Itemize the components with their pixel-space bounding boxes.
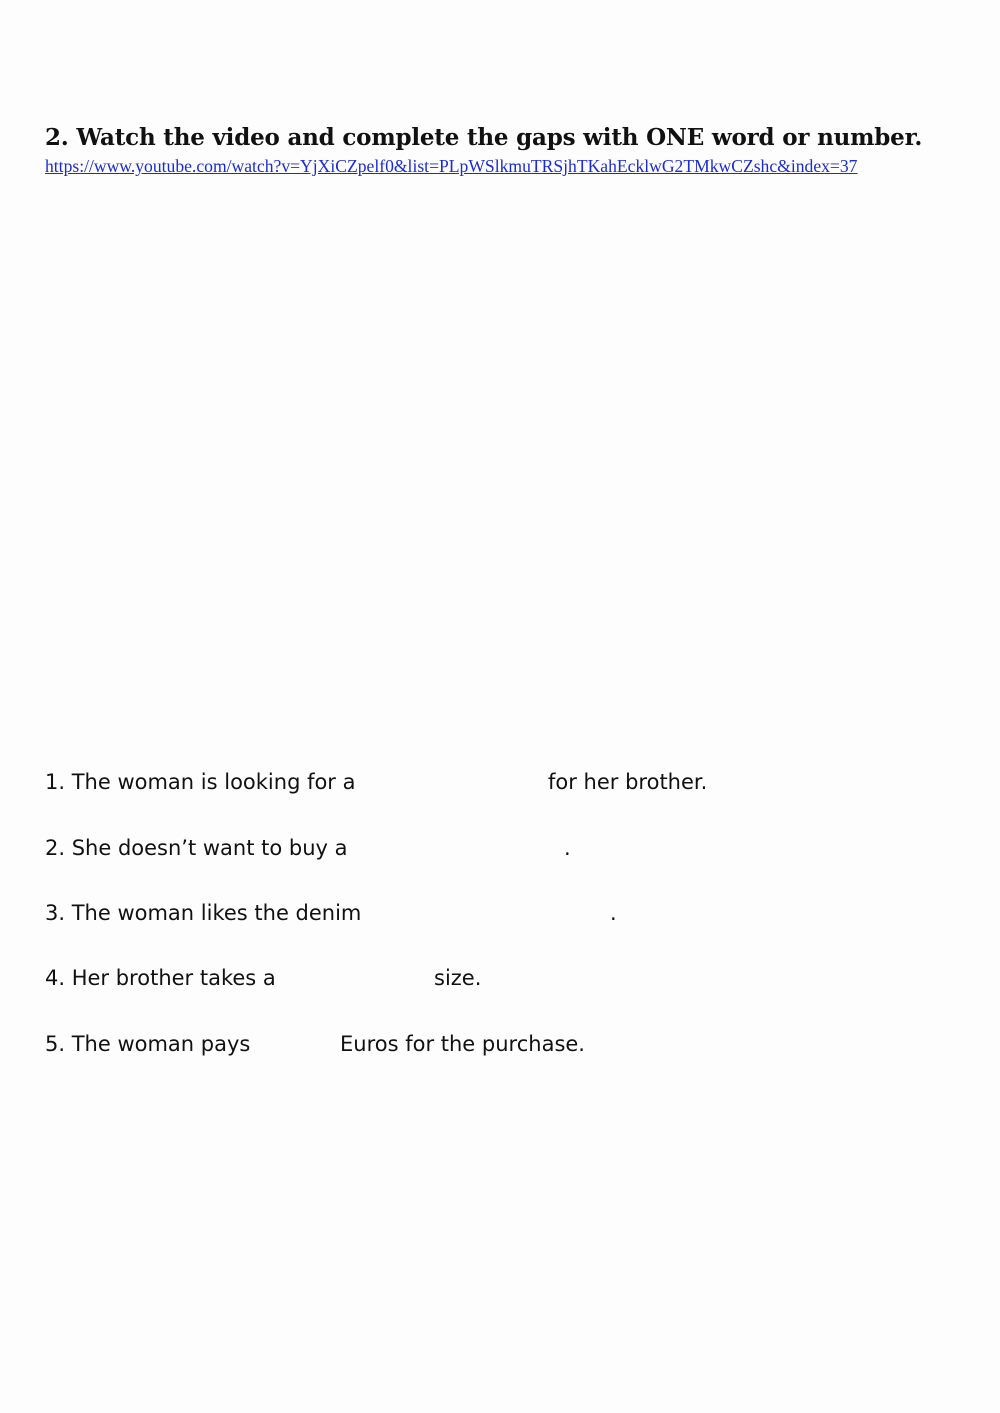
youtube-video-link[interactable]: https://www.youtube.com/watch?v=YjXiCZpelf0&list=PLpWSlkmuTRSjhTKahEcklwG2TMkwCZshc&index=37 [45, 156, 858, 176]
question-2 [45, 836, 945, 866]
question-1-text-after: for her brother. [548, 770, 708, 794]
question-4-answer-gap[interactable] [303, 966, 428, 994]
question-3-answer-gap[interactable] [375, 901, 610, 929]
question-4-text-after: size. [434, 966, 482, 990]
question-4 [45, 966, 945, 996]
question-3-text-after: . [610, 901, 617, 925]
question-4-text-before: 4. Her brother takes a [45, 966, 276, 990]
question-3 [45, 901, 945, 931]
question-5 [45, 1032, 945, 1062]
question-1-answer-gap[interactable] [367, 770, 542, 798]
question-2-answer-gap[interactable] [363, 836, 563, 864]
question-5-answer-gap[interactable] [255, 1032, 335, 1060]
question-1-text-before: 1. The woman is looking for a [45, 770, 356, 794]
question-2-text-before: 2. She doesn’t want to buy a [45, 836, 348, 860]
video-embed-area[interactable] [45, 200, 955, 720]
question-2-text-after: . [564, 836, 571, 860]
question-1 [45, 770, 945, 800]
question-3-text-before: 3. The woman likes the denim [45, 901, 362, 925]
question-5-text-after: Euros for the purchase. [340, 1032, 585, 1056]
task-heading: 2. Watch the video and complete the gaps with ONE word or number. [45, 124, 923, 151]
question-5-text-before: 5. The woman pays [45, 1032, 251, 1056]
